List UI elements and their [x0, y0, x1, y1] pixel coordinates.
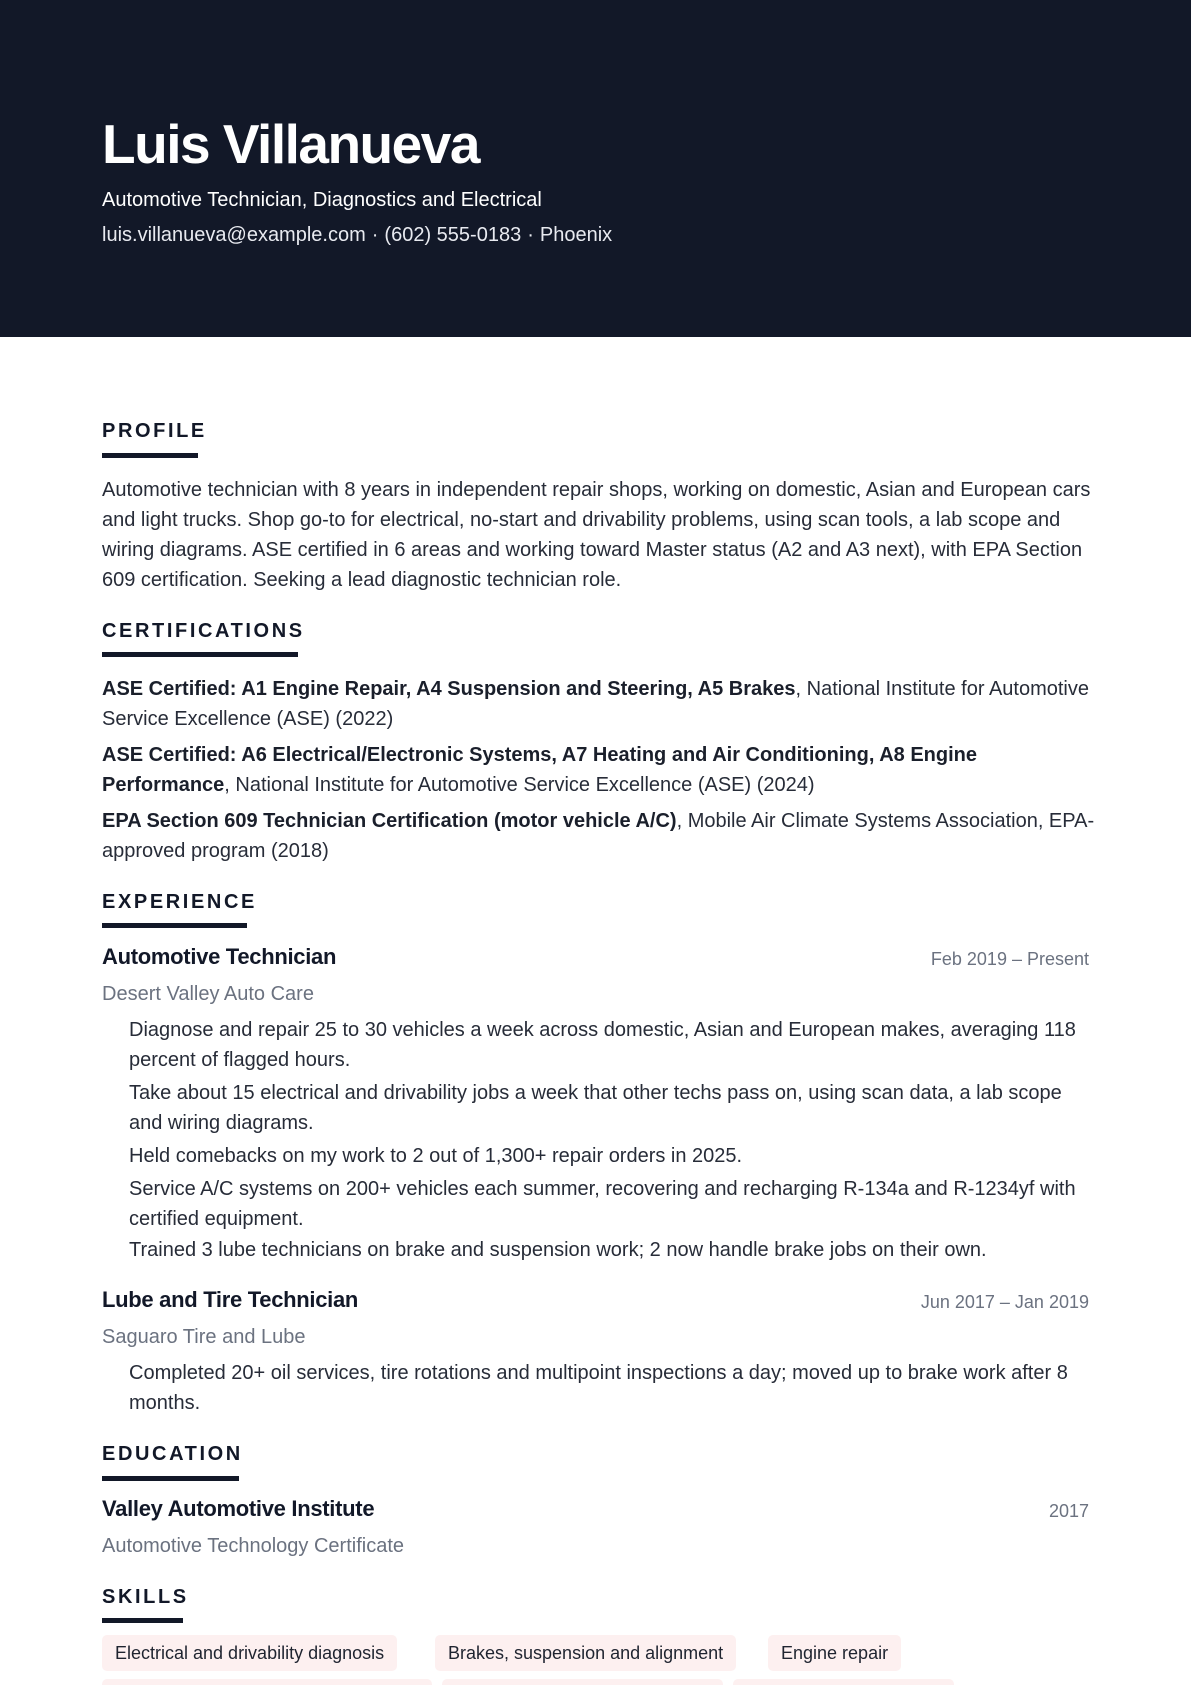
contact-phone[interactable]: (602) 555-0183 — [384, 224, 522, 246]
certification-title: ASE Certified: A6 Electrical/Electronic Systems, A7 Heating and Air Conditioning, A8 Engine Performance — [102, 744, 977, 796]
skill-chip-cutoff — [733, 1679, 954, 1685]
section-title-certifications: CERTIFICATIONS — [102, 620, 305, 642]
skill-chip: Brakes, suspension and alignment — [435, 1635, 736, 1671]
job-company: Saguaro Tire and Lube — [102, 1326, 306, 1348]
job-bullet: Take about 15 electrical and drivability jobs a week that other techs pass on, using scan data, a lab scope and wiring diagrams. — [129, 1082, 1062, 1134]
profile-summary: Automotive technician with 8 years in independent repair shops, working on domestic, Asian and European cars and light trucks. Shop go-to for electrical, no-start and drivability problems, using scan tools, a lab scope and wiring diagrams. ASE certified in 6 areas and working toward Master status (A2 and A3 next), with EPA Section 609 certification. Seeking a lead diagnostic technician role. — [102, 479, 1091, 591]
certification-title: ASE Certified: A1 Engine Repair, A4 Suspension and Steering, A5 Brakes — [102, 678, 796, 700]
section-underline — [102, 1618, 183, 1623]
section-underline — [102, 923, 247, 928]
job-bullet: Held comebacks on my work to 2 out of 1,300+ repair orders in 2025. — [129, 1145, 743, 1167]
certification-detail: , National Institute for Automotive Service Excellence (ASE) (2022) — [102, 678, 1090, 730]
section-underline — [102, 652, 298, 657]
contact-separator: · — [371, 224, 379, 246]
job-title: Automotive Technician — [102, 944, 337, 969]
skill-chip-cutoff — [102, 1679, 432, 1685]
job-company: Desert Valley Auto Care — [102, 983, 314, 1005]
contact-separator: · — [527, 224, 534, 246]
job-dates: Jun 2017 – Jan 2019 — [920, 1292, 1089, 1312]
certification-item — [102, 806, 1102, 866]
skill-chip: Electrical and drivability diagnosis — [102, 1635, 397, 1671]
section-title-education: EDUCATION — [102, 1443, 243, 1465]
certification-item — [102, 674, 1102, 734]
education-school: Valley Automotive Institute — [102, 1496, 375, 1521]
education-year: 2017 — [1048, 1501, 1089, 1521]
section-title-profile: PROFILE — [102, 420, 207, 442]
section-title-skills: SKILLS — [102, 1586, 189, 1608]
job-bullet: Completed 20+ oil services, tire rotations and multipoint inspections a day; moved up to brake work after 8 months. — [129, 1362, 1068, 1414]
certification-detail: , Mobile Air Climate Systems Association, EPA-approved program (2018) — [102, 810, 1095, 862]
job-bullet: Service A/C systems on 200+ vehicles each summer, recovering and recharging R-134a and R-1234yf with certified equipment. — [129, 1178, 1076, 1230]
skill-chip: Engine repair — [768, 1635, 901, 1671]
certification-item — [102, 740, 1102, 800]
certification-title: EPA Section 609 Technician Certification (motor vehicle A/C) — [102, 810, 677, 832]
candidate-headline: Automotive Technician, Diagnostics and Electrical — [102, 189, 542, 211]
section-underline — [102, 453, 198, 458]
section-underline — [102, 1476, 239, 1481]
contact-city: Phoenix — [539, 224, 613, 246]
job-bullet: Diagnose and repair 25 to 30 vehicles a week across domestic, Asian and European makes, averaging 118 percent of flagged hours. — [129, 1019, 1076, 1071]
contact-line — [102, 222, 612, 248]
skill-chip-cutoff — [442, 1679, 723, 1685]
certification-detail: , National Institute for Automotive Service Excellence (ASE) (2024) — [224, 774, 815, 796]
candidate-name: Luis Villanueva — [102, 113, 479, 175]
resume-header — [0, 0, 1191, 337]
job-dates: Feb 2019 – Present — [930, 949, 1089, 969]
contact-email[interactable]: luis.villanueva@example.com — [102, 224, 366, 246]
job-title: Lube and Tire Technician — [102, 1287, 359, 1312]
education-credential: Automotive Technology Certificate — [102, 1535, 405, 1557]
job-bullet: Trained 3 lube technicians on brake and suspension work; 2 now handle brake jobs on their own. — [129, 1239, 987, 1261]
section-title-experience: EXPERIENCE — [102, 891, 257, 913]
